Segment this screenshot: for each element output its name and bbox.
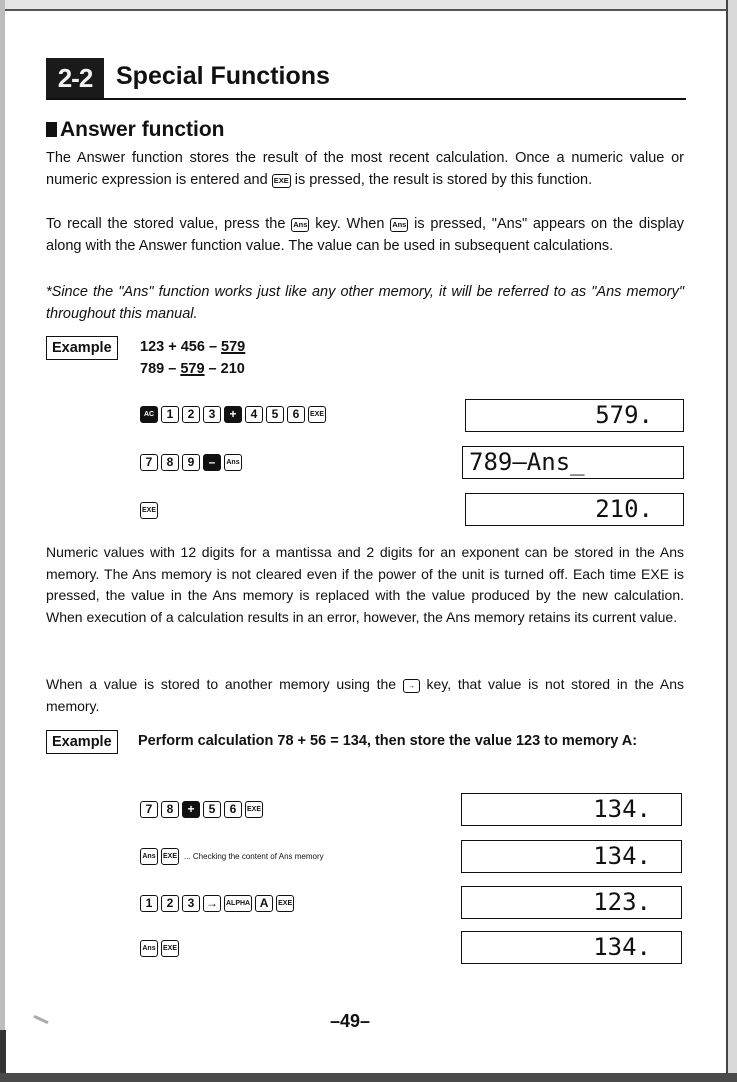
key-alpha: ALPHA <box>224 895 252 912</box>
key-exe: EXE <box>276 895 294 912</box>
ans-memory-paragraph: Numeric values with 12 digits for a mantissa and 2 digits for an exponent can be stored in the Ans memory. The Ans memory is not cleared even if the power of the unit is turned off. Each time EXE is pressed, the value in the Ans memory is replaced with the value produced by the new calculation. When execution of a calculation results in an error, however, the Ans memory retains its current value. <box>46 544 684 625</box>
key-ans: Ans <box>140 848 158 865</box>
key-plus: + <box>224 406 242 423</box>
intro-paragraph-1 <box>46 147 684 191</box>
key-5: 5 <box>203 801 221 818</box>
key-exe: EXE <box>161 848 179 865</box>
key-1: 1 <box>161 406 179 423</box>
section-title: Special Functions <box>116 62 330 90</box>
display-2: 789–Ans_ <box>462 446 684 479</box>
scan-border-bottom <box>0 1073 737 1082</box>
key-6: 6 <box>224 801 242 818</box>
key-exe: EXE <box>140 502 158 519</box>
key-plus: + <box>182 801 200 818</box>
intro-p1-text-b: is pressed, the result is stored by this function. <box>294 172 593 188</box>
store-arrow-key-icon: → <box>403 679 420 693</box>
key-7: 7 <box>140 801 158 818</box>
key-6: 6 <box>287 406 305 423</box>
intro-p2-text-a: To recall the stored value, press the <box>46 216 286 232</box>
display-4: 134. <box>461 793 682 826</box>
ans-check-note: ... Checking the content of Ans memory <box>184 851 324 861</box>
display-3: 210. <box>465 493 684 526</box>
example-2-label: Example <box>46 730 118 754</box>
scan-border-left <box>0 0 5 1082</box>
section-header <box>46 56 686 100</box>
key-2: 2 <box>161 895 179 912</box>
example-2-keystrokes-row-1 <box>140 799 263 819</box>
example-1-label: Example <box>46 336 118 360</box>
key-8: 8 <box>161 801 179 818</box>
display-5: 134. <box>461 840 682 873</box>
key-5: 5 <box>266 406 284 423</box>
key-minus: – <box>203 454 221 471</box>
example-1-keystrokes-row-3 <box>140 500 158 520</box>
section-number: 2-2 <box>46 58 104 98</box>
key-1: 1 <box>140 895 158 912</box>
key-exe: EXE <box>308 406 326 423</box>
ex1-line1-text: 123 + 456 – <box>140 339 222 355</box>
display-7: 134. <box>461 931 682 964</box>
square-bullet-icon <box>46 122 57 137</box>
key-ac: AC <box>140 406 158 423</box>
store-text-b: key, that value is not stored in the Ans memory. <box>46 676 684 714</box>
intro-note: *Since the "Ans" function works just like any other memory, it will be referred to as "Ans memory" throughout this manual. <box>46 284 684 322</box>
page-number: –49– <box>330 1011 371 1031</box>
example-2-keystrokes-row-4 <box>140 938 179 958</box>
key-ans: Ans <box>140 940 158 957</box>
example-1-keystrokes-row-2 <box>140 452 242 472</box>
key-exe: EXE <box>245 801 263 818</box>
intro-paragraph-2 <box>46 213 684 257</box>
example-1-line-1 <box>140 336 245 358</box>
subheading <box>46 117 225 143</box>
display-1: 579. <box>465 399 684 432</box>
example-1-line-2 <box>140 358 245 380</box>
key-4: 4 <box>245 406 263 423</box>
exe-key-icon: EXE <box>272 174 291 188</box>
example-1-keystrokes-row-1 <box>140 404 326 424</box>
ans-key-icon: Ans <box>390 218 408 232</box>
display-6: 123. <box>461 886 682 919</box>
intro-p2-text-b: key. When <box>315 216 385 232</box>
intro-p2-text-c: is pressed, "Ans" appears on the display along with the Answer function value. The value can be used in subsequent calculations. <box>46 216 685 254</box>
key-7: 7 <box>140 454 158 471</box>
ex1-line2-text-a: 789 – <box>140 361 181 377</box>
example-2-keystrokes-row-2 <box>140 846 324 866</box>
ex1-line1-underlined: 579 <box>221 339 246 355</box>
intro-p1-text-a: The Answer function stores the result of the most recent calculation. Once a numeric value or numeric expression is entered and <box>46 150 684 188</box>
key-exe: EXE <box>161 940 179 957</box>
example-2-keystrokes-row-3 <box>140 893 294 913</box>
key-ans: Ans <box>224 454 242 471</box>
ans-key-icon: Ans <box>291 218 309 232</box>
store-text-a: When a value is stored to another memory using the <box>46 676 397 692</box>
ex1-line2-text-b: – 210 <box>204 361 245 377</box>
ex1-line2-underlined: 579 <box>180 361 205 377</box>
scan-border-top <box>0 0 737 11</box>
key-store-arrow: → <box>203 895 221 912</box>
store-paragraph <box>46 674 684 717</box>
key-3: 3 <box>182 895 200 912</box>
key-2: 2 <box>182 406 200 423</box>
key-8: 8 <box>161 454 179 471</box>
key-a: A <box>255 895 273 912</box>
example-2-text: Perform calculation 78 + 56 = 134, then store the value 123 to memory A: <box>138 733 638 749</box>
scan-border-right <box>726 0 737 1082</box>
key-9: 9 <box>182 454 200 471</box>
scan-smudge <box>33 1015 49 1024</box>
subheading-text: Answer function <box>60 118 225 141</box>
key-3: 3 <box>203 406 221 423</box>
